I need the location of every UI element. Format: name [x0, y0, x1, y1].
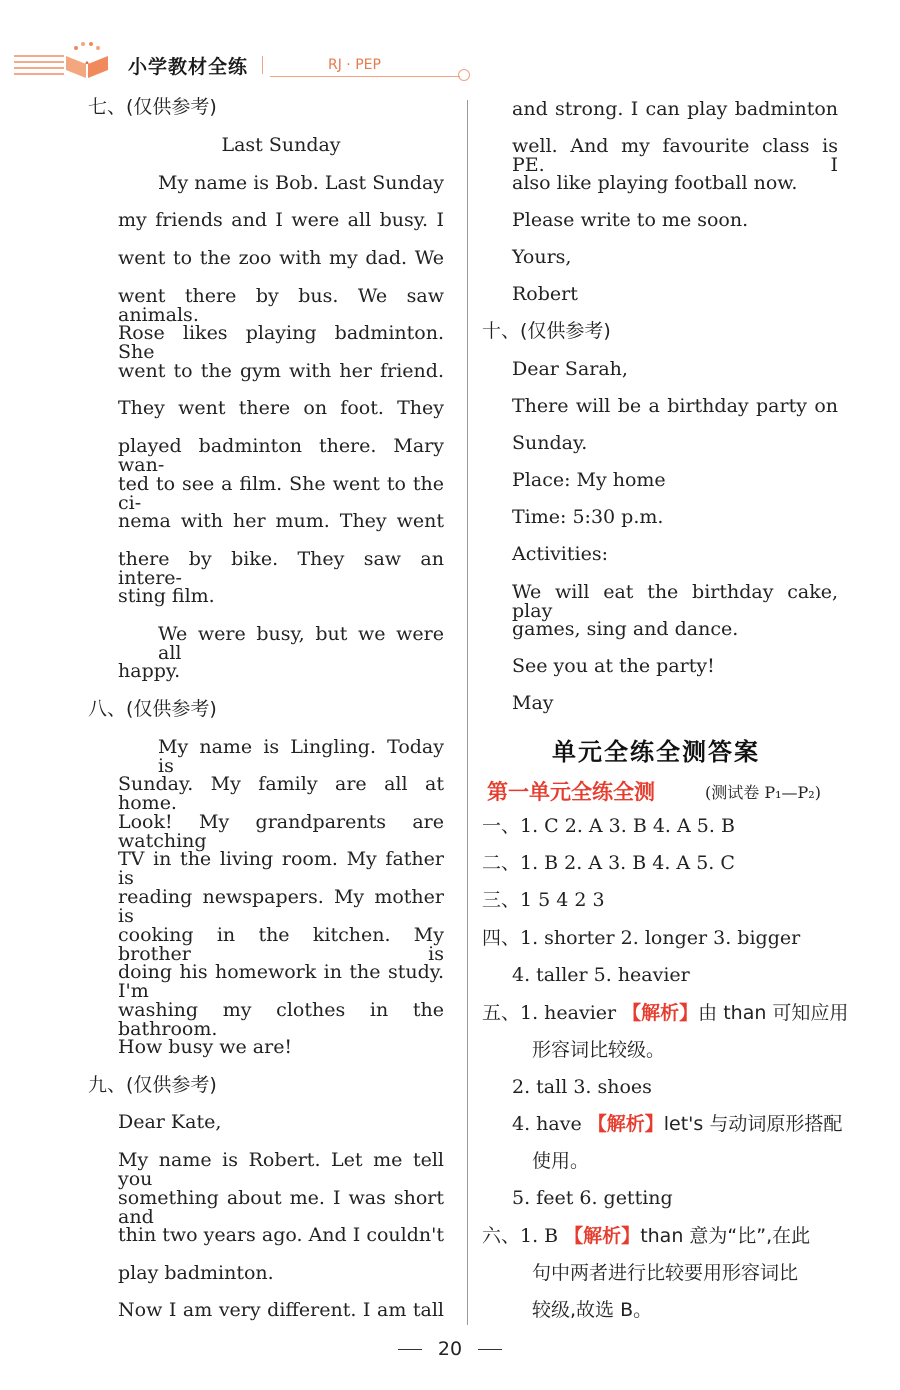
unit-title: 第一单元全练全测 [487, 780, 655, 804]
answer-row: 四、1. shorter 2. longer 3. bigger [482, 927, 801, 949]
answer-row: 三、1 5 4 2 3 [482, 889, 605, 911]
page-header [0, 0, 900, 95]
q8-line: Sunday. My family are all at home. [118, 773, 444, 814]
page-number-dash [478, 1349, 502, 1350]
answer-text: 六、1. B [482, 1225, 565, 1247]
q8-line: Look! My grandparents are watching [118, 811, 444, 852]
q7-line: played badminton there. Mary wan- [118, 435, 444, 476]
analysis-text: 由 than 可知应用 [698, 1002, 849, 1024]
analysis-tag: 【解析】 [564, 1225, 641, 1247]
answer-row: 一、1. C 2. A 3. B 4. A 5. B [482, 815, 735, 837]
page-number-value: 20 [437, 1338, 463, 1360]
q9-line: something about me. I was short and [118, 1187, 444, 1228]
q9-cont-line: also like playing football now. [512, 172, 798, 194]
answer-row: 2. tall 3. shoes [512, 1076, 652, 1098]
q7-line: my friends and I were all busy. I [118, 209, 444, 231]
q10-line: See you at the party! [512, 655, 715, 677]
q7-line: happy. [118, 660, 181, 682]
q10-line: Sunday. [512, 432, 588, 454]
q7-line: Rose likes playing badminton. She [118, 322, 444, 363]
q7-line: nema with her mum. They went [118, 510, 444, 532]
q9-cont-line: and strong. I can play badminton [512, 98, 838, 120]
analysis-text: let's 与动词原形搭配 [663, 1113, 843, 1135]
answer-row: 4. taller 5. heavier [512, 964, 690, 986]
q8-label: 八、(仅供参考) [88, 698, 217, 720]
q9-cont-line: Please write to me soon. [512, 209, 749, 231]
q10-line: There will be a birthday party on [512, 395, 838, 417]
q8-line: doing his homework in the study. I'm [118, 961, 444, 1002]
edition-label: RJ · PEP [328, 57, 381, 73]
q7-line: My name is Bob. Last Sunday [158, 172, 444, 194]
analysis-text: 较级,故选 B。 [532, 1299, 653, 1321]
q7-line: We were busy, but we were all [158, 623, 444, 664]
unit-reference: (测试卷 P₁—P₂) [705, 783, 821, 802]
q8-line: cooking in the kitchen. My brother is [118, 924, 444, 965]
q7-line: They went there on foot. They [118, 397, 444, 419]
q10-line: Time: 5:30 p.m. [512, 506, 664, 528]
q8-line: How busy we are! [118, 1036, 293, 1058]
analysis-text: 句中两者进行比较要用形容词比 [532, 1262, 799, 1284]
header-stripes [14, 55, 64, 77]
analysis-text: than 意为“比”,在此 [640, 1225, 811, 1247]
analysis-text: 使用。 [532, 1150, 590, 1172]
q10-line: Place: My home [512, 469, 666, 491]
q7-line: went to the gym with her friend. [118, 360, 444, 382]
q7-line: ted to see a film. She went to the ci- [118, 473, 444, 514]
column-divider [467, 100, 468, 1325]
q10-line: games, sing and dance. [512, 618, 739, 640]
analysis-text: 形容词比较级。 [532, 1039, 666, 1061]
answer-row [482, 1004, 848, 1023]
answer-row: 二、1. B 2. A 3. B 4. A 5. C [482, 852, 735, 874]
q7-line: sting film. [118, 585, 215, 607]
q7-line: there by bike. They saw an intere- [118, 548, 444, 589]
analysis-tag: 【解析】 [622, 1002, 699, 1024]
q9-cont-line: Yours, [512, 246, 572, 268]
q9-cont-line: well. And my favourite class is PE. I [512, 135, 838, 176]
q10-line: We will eat the birthday cake, play [512, 581, 838, 622]
brand-separator [262, 56, 263, 74]
q7-label: 七、(仅供参考) [88, 96, 217, 118]
header-ornament [458, 69, 470, 81]
q10-line: Dear Sarah, [512, 358, 628, 380]
q7-title: Last Sunday [221, 134, 341, 156]
analysis-tag: 【解析】 [587, 1113, 664, 1135]
q8-line: washing my clothes in the bathroom. [118, 999, 444, 1040]
q7-line: went there by bus. We saw animals. [118, 285, 444, 326]
answer-row [482, 1227, 810, 1246]
answer-row: 5. feet 6. getting [512, 1187, 673, 1209]
q7-line: went to the zoo with my dad. We [118, 247, 444, 269]
q9-line: Now I am very different. I am tall [118, 1299, 444, 1321]
page-number-dash [398, 1349, 422, 1350]
q9-cont-line: Robert [512, 283, 578, 305]
q9-line: Dear Kate, [118, 1111, 222, 1133]
q9-line: play badminton. [118, 1262, 274, 1284]
answer-text: 4. have [512, 1113, 588, 1135]
q8-line: My name is Lingling. Today is [158, 736, 444, 777]
q8-line: reading newspapers. My mother is [118, 886, 444, 927]
q9-label: 九、(仅供参考) [88, 1074, 217, 1096]
answer-text: 五、1. heavier [482, 1002, 623, 1024]
answer-row [512, 1115, 842, 1134]
q10-line: May [512, 692, 554, 714]
q9-line: thin two years ago. And I couldn't [118, 1224, 444, 1246]
q9-line: My name is Robert. Let me tell you [118, 1149, 444, 1190]
brand-title: 小学教材全练 [128, 56, 249, 78]
page-number [0, 1338, 900, 1360]
q8-line: TV in the living room. My father is [118, 848, 444, 889]
q10-line: Activities: [512, 543, 608, 565]
header-rule [270, 76, 460, 77]
section-title: 单元全练全测答案 [552, 738, 760, 766]
q10-label: 十、(仅供参考) [482, 320, 611, 342]
open-book-icon [62, 40, 112, 80]
